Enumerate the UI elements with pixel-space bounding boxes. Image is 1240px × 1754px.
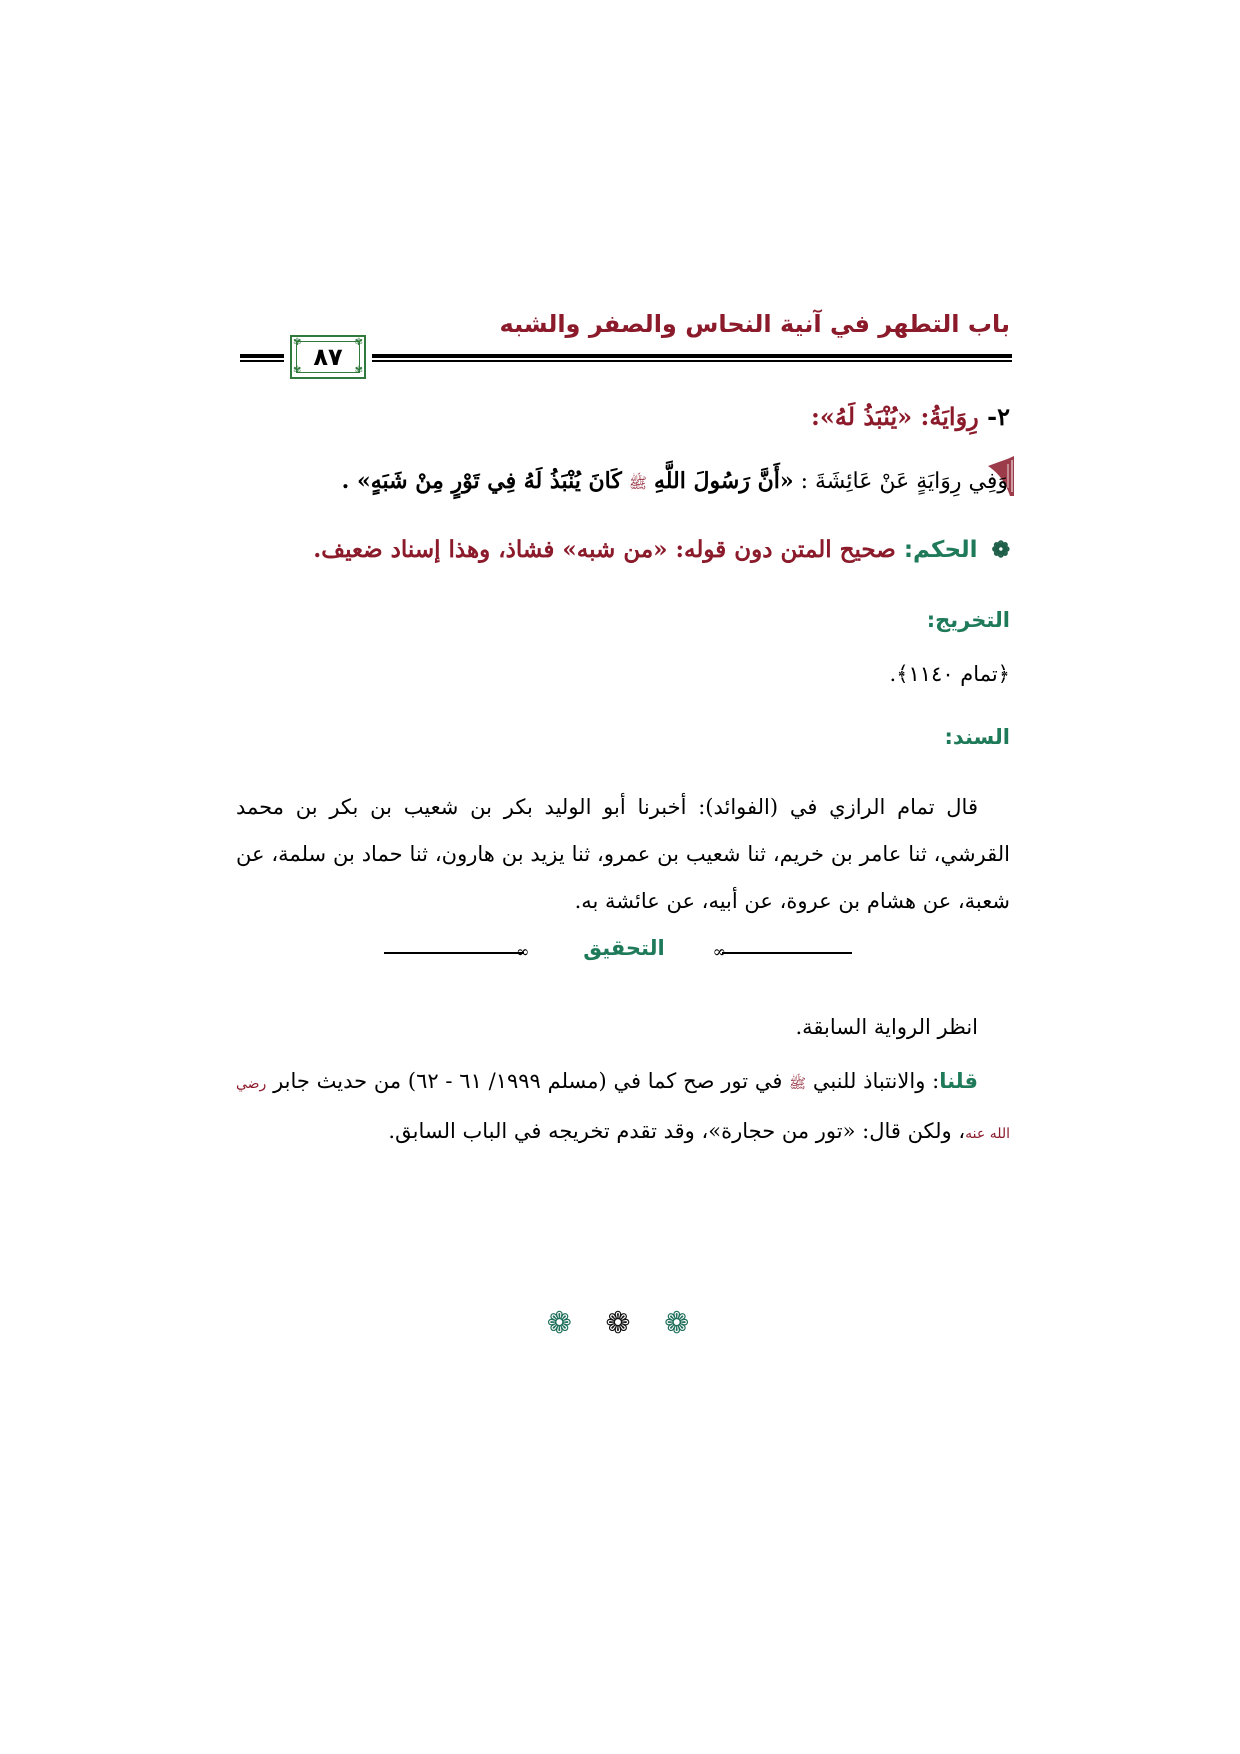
ruling-label: الحكم: — [903, 537, 978, 563]
chapter-title: باب التطهر في آنية النحاس والصفر والشبه — [499, 310, 1010, 338]
star-ornament-icon: ❁ — [605, 1306, 643, 1341]
flourish-icon: ∞ — [516, 942, 530, 961]
hadith-intro: وَفِي رِوَايَةٍ عَنْ عَائِشَةَ : — [800, 469, 1008, 494]
section-quote: «يُنْبَذُ لَهُ»: — [811, 402, 913, 431]
star-ornament-icon: ❁ — [664, 1306, 702, 1341]
honorific-icon: ﷺ — [628, 474, 647, 492]
honorific-icon: ﷺ — [789, 1076, 807, 1092]
book-page — [236, 290, 1012, 1370]
qulna-text-2: في تور صح كما في (مسلم ١٩٩٩/ ٦١ - ٦٢) من حديث جابر — [273, 1069, 783, 1093]
hadith-text — [342, 468, 1008, 496]
takhrij-reference: ﴿تمام ١١٤٠﴾. — [889, 662, 1010, 686]
frame-ornament-icon: ✾ — [354, 337, 363, 348]
frame-ornament-icon: ✾ — [293, 337, 302, 348]
end-ornament — [236, 1306, 1012, 1341]
qulna-label: قلنا — [939, 1069, 978, 1093]
sanad-heading: السند: — [944, 725, 1010, 749]
header-rule — [372, 354, 1012, 362]
see-previous-paragraph: انظر الرواية السابقة. — [795, 1015, 978, 1039]
takhrij-heading: التخريج: — [926, 608, 1010, 632]
divider-line — [384, 952, 524, 954]
ruling-text: صحيح المتن دون قوله: «من شبه» فشاذ، وهذا إسناد ضعيف. — [313, 536, 896, 563]
tahqiq-divider — [236, 936, 1012, 966]
hadith-matn-2: كَانَ يُنْبَذُ لَهُ فِي تَوْرٍ مِنْ شَبَهٍ» . — [341, 468, 622, 494]
star-ornament-icon: ❁ — [546, 1306, 584, 1341]
tahqiq-heading: التحقيق — [583, 936, 665, 960]
honorific-icon: رضي الله عنه — [236, 1076, 1010, 1142]
divider-line — [722, 952, 852, 954]
qulna-paragraph — [236, 1058, 1010, 1158]
section-label: رِوَايَةُ: — [920, 402, 979, 431]
rosette-icon: ❁ — [991, 537, 1010, 563]
hadith-matn-1: «أَنَّ رَسُولَ اللَّهِ — [653, 468, 794, 494]
page-number-frame — [290, 335, 366, 379]
flourish-icon: ∞ — [712, 942, 726, 961]
qulna-text-3: ، ولكن قال: «تور من حجارة»، وقد تقدم تخريجه في الباب السابق. — [388, 1119, 966, 1143]
page-number: ٨٧ — [313, 343, 343, 371]
section-number: ٢- — [987, 402, 1010, 431]
qulna-text-1: : والانتباذ للنبي — [812, 1069, 940, 1093]
section-heading — [811, 402, 1010, 431]
sanad-paragraph: قال تمام الرازي في (الفوائد): أخبرنا أبو الوليد بكر بن شعيب بن بكر بن محمد القرشي، ثنا عامر بن خريم، ثنا شعيب بن عمرو، ثنا يزيد بن هارون، ثنا حماد بن سلمة، عن شعبة، عن هشام بن عروة، عن أبيه، عن عائشة به. — [236, 795, 1010, 913]
frame-ornament-icon: ✾ — [354, 365, 363, 376]
header-rule-short — [240, 354, 284, 362]
frame-ornament-icon: ✾ — [293, 365, 302, 376]
ruling — [313, 536, 1010, 563]
